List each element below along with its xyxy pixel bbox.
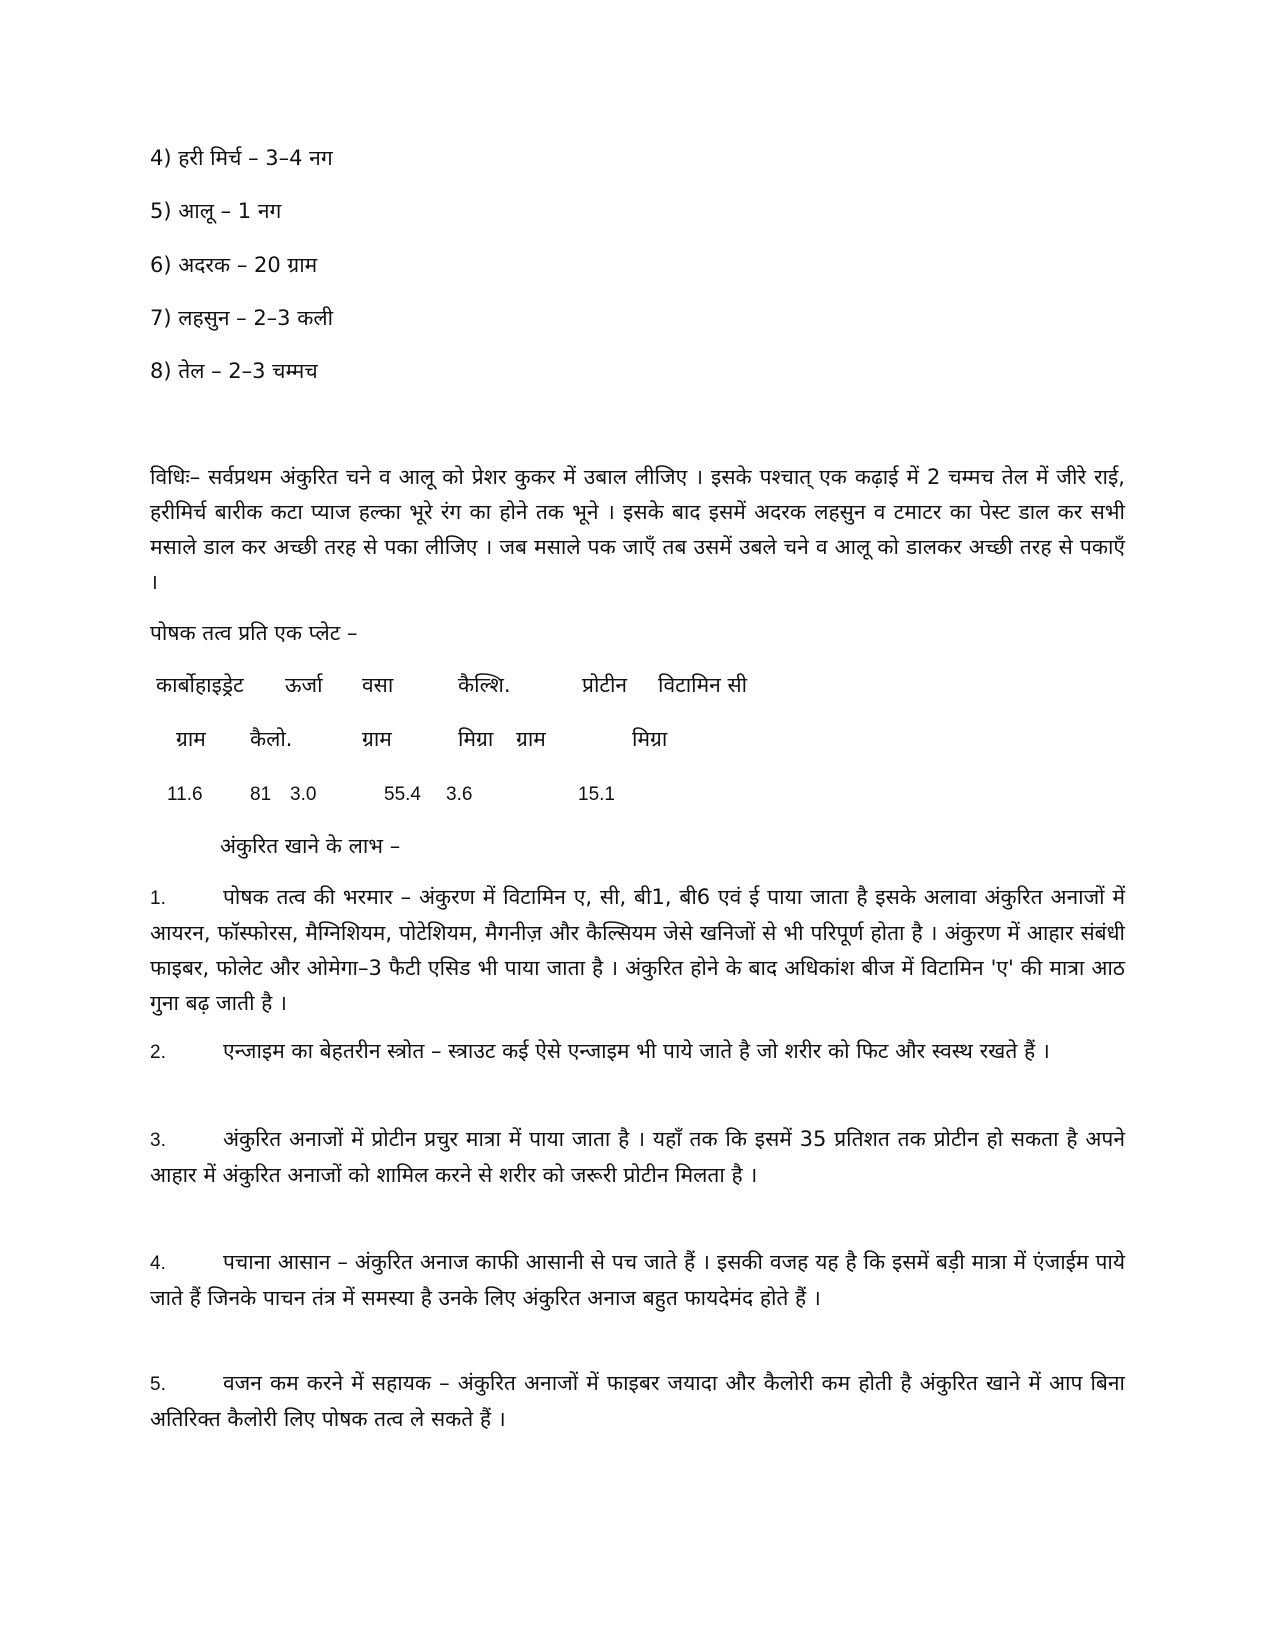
value-energy: 81: [250, 784, 272, 805]
benefit-text: वजन कम करने में सहायक – अंकुरित अनाजों में फाइबर जयादा और कैलोरी कम होती है अंकुरित खाने में आप बिना अतिरिक्त कैलोरी लिए पोषक तत्व ले सकते हैं ।: [150, 1371, 1125, 1431]
benefit-number: 3.: [150, 1130, 166, 1151]
unit-energy: कैलो.: [250, 727, 293, 751]
ingredient-oil: 8) तेल – 2–3 चम्मच: [150, 359, 318, 383]
benefit-text: एन्जाइम का बेहतरीन स्त्रोत – स्त्राउट कई ऐसे एन्जाइम भी पाये जाते है जो शरीर को फिट और स्वस्थ रखते हैं ।: [223, 1039, 1050, 1063]
unit-carbohydrate: ग्राम: [176, 727, 206, 751]
value-calcium: 55.4: [384, 784, 421, 805]
value-vitamin-c: 15.1: [578, 784, 615, 805]
benefit-item: [150, 1034, 1125, 1070]
benefits-heading: अंकुरित खाने के लाभ –: [220, 834, 401, 858]
header-fat: वसा: [362, 673, 394, 697]
header-energy: ऊर्जा: [285, 673, 323, 697]
value-carbohydrate: 11.6: [167, 784, 203, 805]
benefit-text: अंकुरित अनाजों में प्रोटीन प्रचुर मात्रा में पाया जाता है । यहाँ तक कि इसमें 35 प्रतिशत तक प्रोटीन हो सकता है अपने आहार में अंकुरित अनाजों को शामिल करने से शरीर को जरूरी प्रोटीन मिलता है ।: [150, 1127, 1125, 1187]
benefit-text: पचाना आसान – अंकुरित अनाज काफी आसानी से पच जाते हैं । इसकी वजह यह है कि इसमें बड़ी मात्रा में एंजाईम पाये जाते हैं जिनके पाचन तंत्र में समस्या है उनके लिए अंकुरित अनाज बहुत फायदेमंद होते हैं ।: [150, 1250, 1125, 1310]
nutrition-heading: पोषक तत्व प्रति एक प्लेट –: [150, 621, 358, 645]
header-protein: प्रोटीन: [582, 673, 628, 697]
benefit-text: पोषक तत्व की भरमार – अंकुरण में विटामिन ए, सी, बी1, बी6 एवं ई पाया जाता है इसके अलावा अंकुरित अनाजों में आयरन, फॉस्फोरस, मैग्निशियम, पोटेशियम, मैगनीज़ और कैल्सियम जेसे खनिजों से भी परिपूर्ण होता है । अंकुरण में आहार संबंधी फाइबर, फोलेट और ओमेगा–3 फैटी एसिड भी पाया जाता है । अंकुरित होने के बाद अधिकांश बीज में विटामिन 'ए' की मात्रा आठ गुना बढ़ जाती है ।: [150, 885, 1125, 1015]
benefit-number: 4.: [150, 1253, 166, 1274]
value-protein: 3.6: [446, 784, 473, 805]
unit-vitamin-c: मिग्रा: [632, 727, 668, 751]
unit-calcium: मिग्रा: [458, 727, 494, 751]
ingredient-garlic: 7) लहसुन – 2–3 कली: [150, 306, 334, 330]
benefit-item: [150, 1122, 1125, 1193]
benefit-number: 1.: [150, 888, 166, 909]
benefit-item: [150, 1366, 1125, 1437]
header-carbohydrate: कार्बोहाइड्रेट: [156, 673, 244, 697]
benefit-item: [150, 1245, 1125, 1316]
ingredient-potato: 5) आलू – 1 नग: [150, 199, 282, 223]
header-calcium: कैल्शि.: [458, 673, 511, 697]
unit-fat: ग्राम: [362, 727, 392, 751]
ingredient-ginger: 6) अदरक – 20 ग्राम: [150, 253, 318, 277]
benefit-number: 2.: [150, 1042, 166, 1063]
benefit-number: 5.: [150, 1374, 166, 1395]
method-paragraph: विधिः– सर्वप्रथम अंकुरित चने व आलू को प्रेशर कुकर में उबाल लीजिए । इसके पश्चात् एक कढ़ाई में 2 चम्मच तेल में जीरे राई, हरीमिर्च बारीक कटा प्याज हल्का भूरे रंग का होने तक भूने । इसके बाद इसमें अदरक लहसुन व टमाटर का पेस्ट डाल कर सभी मसाले डाल कर अच्छी तरह से पका लीजिए । जब मसाले पक जाएँ तब उसमें उबले चने व आलू को डालकर अच्छी तरह से पकाएँ ।: [150, 465, 1125, 594]
unit-protein: ग्राम: [516, 727, 546, 751]
ingredient-green-chili: 4) हरी मिर्च – 3–4 नग: [150, 146, 333, 170]
benefit-item: [150, 880, 1125, 1021]
value-fat: 3.0: [290, 784, 317, 805]
header-vitamin-c: विटामिन सी: [658, 673, 748, 697]
